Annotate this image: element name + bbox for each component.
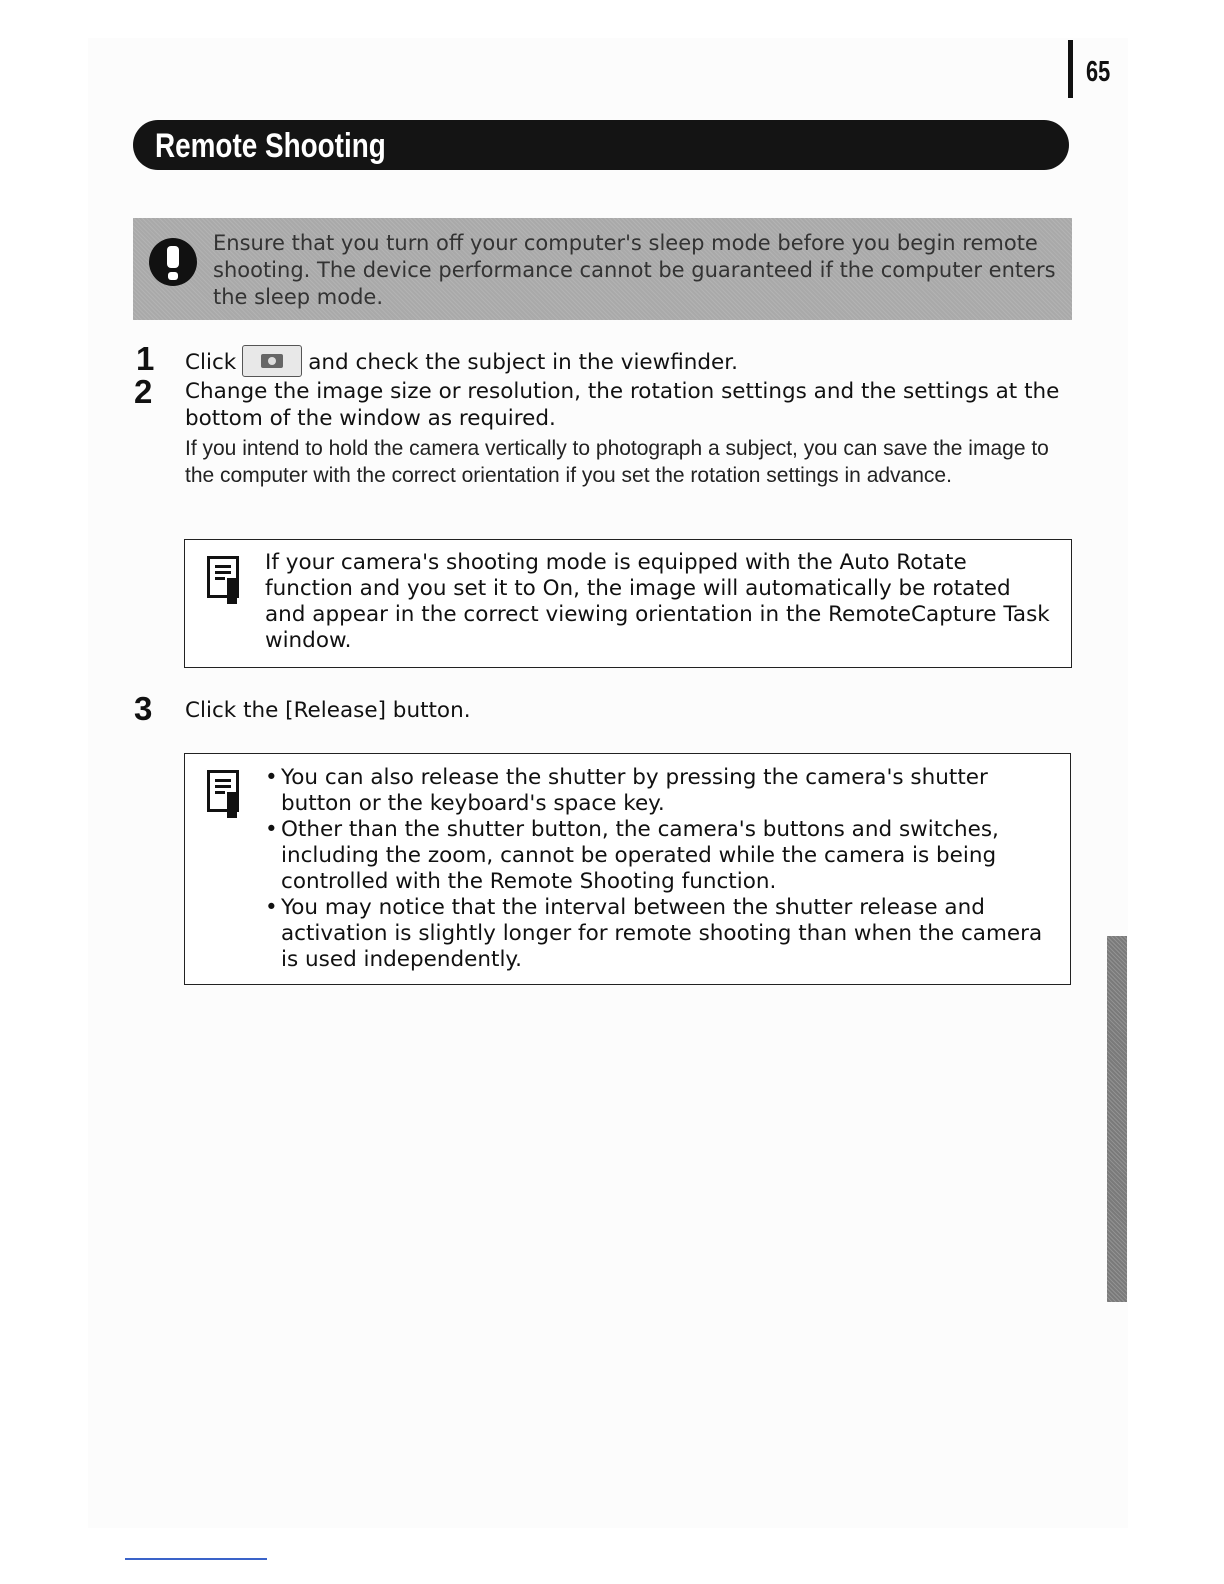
step-3-text: Click the [Release] button. <box>185 698 471 723</box>
section-title: Remote Shooting <box>155 127 386 165</box>
step-1-text-before: Click <box>185 350 237 375</box>
step-2-subtext: If you intend to hold the camera vertically to photograph a subject, you can save the image to the computer with the correct orientation if you set the rotation settings in advance. <box>185 437 1049 487</box>
bottom-rule <box>125 1558 267 1560</box>
section-title-bar <box>133 120 1069 170</box>
page-number: 65 <box>1086 56 1111 88</box>
step-1-text <box>185 345 738 381</box>
note-1-text: If your camera's shooting mode is equipped with the Auto Rotate function and you set it to On, the image will automatically be rotated and appear in the correct viewing orientation in the RemoteCapture Task window. <box>265 550 1050 653</box>
caution-box <box>133 218 1072 320</box>
step-number-3: 3 <box>134 690 153 727</box>
note-box-1 <box>184 539 1072 668</box>
step-1-text-after: and check the subject in the viewfinder. <box>308 350 738 375</box>
page-number-rule <box>1068 40 1073 98</box>
chapter-side-tab <box>1107 936 1127 1302</box>
note-icon <box>207 770 237 820</box>
note-icon <box>207 556 237 606</box>
note-box-2 <box>184 753 1071 985</box>
note-2-item-3: • You may notice that the interval between the shutter release and activation is slightly longer for remote shooting than when the camera is used independently. <box>265 895 1055 973</box>
step-number-1: 1 <box>136 340 155 377</box>
caution-text: Ensure that you turn off your computer's sleep mode before you begin remote shooting. The device performance cannot be guaranteed if the computer enters the sleep mode. <box>213 231 1056 309</box>
step-2-text: Change the image size or resolution, the rotation settings and the settings at the bottom of the window as required. <box>185 379 1060 431</box>
viewfinder-button[interactable] <box>242 345 302 377</box>
note-2-item-2: • Other than the shutter button, the camera's buttons and switches, including the zoom, cannot be operated while the camera is being controlled with the Remote Shooting function. <box>265 817 1055 895</box>
step-number-2: 2 <box>134 373 153 410</box>
caution-icon <box>149 238 197 286</box>
remote-capture-viewfinder-icon <box>261 354 283 368</box>
note-2-list <box>265 765 1055 973</box>
note-2-item-1: • You can also release the shutter by pressing the camera's shutter button or the keyboard's space key. <box>265 765 1055 817</box>
